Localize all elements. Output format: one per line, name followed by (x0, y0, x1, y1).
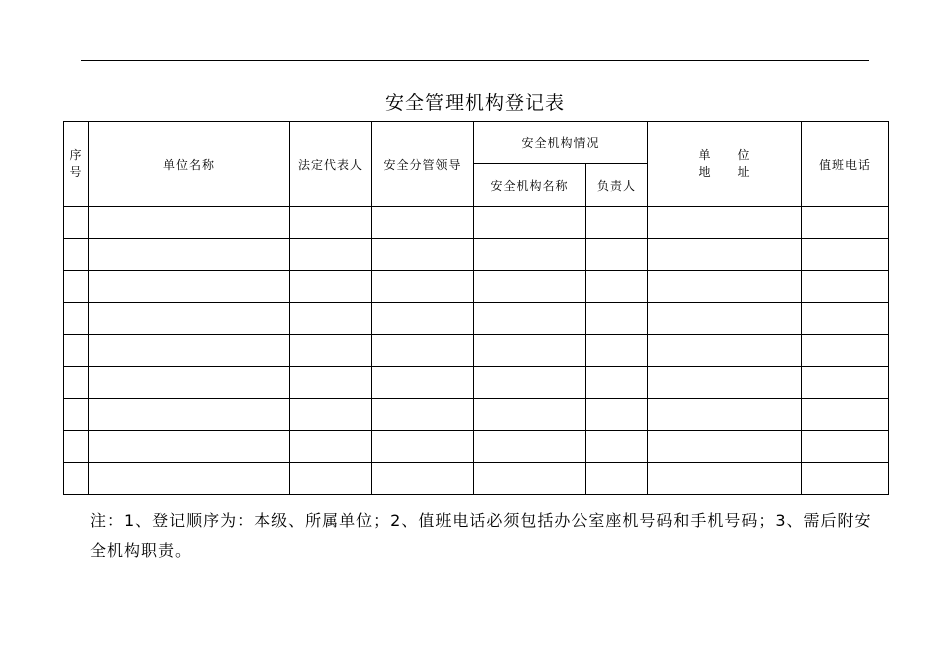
header-duty-phone: 值班电话 (802, 122, 889, 207)
table-cell[interactable] (802, 207, 889, 239)
table-cell[interactable] (648, 463, 802, 495)
table-cell[interactable] (474, 399, 586, 431)
table-cell[interactable] (586, 335, 648, 367)
table-cell[interactable] (64, 207, 89, 239)
table-cell[interactable] (64, 239, 89, 271)
table-row (64, 207, 889, 239)
table-cell[interactable] (586, 303, 648, 335)
table-cell[interactable] (802, 239, 889, 271)
table-cell[interactable] (290, 399, 372, 431)
table-cell[interactable] (64, 431, 89, 463)
table-cell[interactable] (372, 303, 474, 335)
table-cell[interactable] (474, 335, 586, 367)
table-cell[interactable] (648, 239, 802, 271)
table-cell[interactable] (474, 271, 586, 303)
footnote: 注：1、登记顺序为：本级、所属单位；2、值班电话必须包括办公室座机号码和手机号码；3、需后附安全机构职责。 (90, 511, 872, 560)
table-cell[interactable] (586, 399, 648, 431)
table-cell[interactable] (474, 207, 586, 239)
header-agency-head: 负责人 (586, 164, 648, 207)
header-address: 单 位 地 址 (648, 122, 802, 207)
table-cell[interactable] (586, 239, 648, 271)
table-cell[interactable] (372, 463, 474, 495)
table-cell[interactable] (372, 367, 474, 399)
table-cell[interactable] (648, 367, 802, 399)
table-cell[interactable] (372, 335, 474, 367)
table-cell[interactable] (89, 399, 290, 431)
table-cell[interactable] (648, 399, 802, 431)
table-cell[interactable] (64, 303, 89, 335)
table-cell[interactable] (802, 399, 889, 431)
header-unit-name: 单位名称 (89, 122, 290, 207)
table-cell[interactable] (474, 367, 586, 399)
table-cell[interactable] (474, 463, 586, 495)
table-cell[interactable] (372, 271, 474, 303)
table-cell[interactable] (89, 271, 290, 303)
table-row (64, 303, 889, 335)
table-cell[interactable] (89, 431, 290, 463)
table-cell[interactable] (89, 303, 290, 335)
table-cell[interactable] (802, 463, 889, 495)
table-cell[interactable] (89, 335, 290, 367)
table-cell[interactable] (89, 463, 290, 495)
table-row (64, 399, 889, 431)
table-cell[interactable] (648, 431, 802, 463)
table-cell[interactable] (290, 367, 372, 399)
table-cell[interactable] (802, 303, 889, 335)
table-cell[interactable] (648, 271, 802, 303)
table-row (64, 431, 889, 463)
table-cell[interactable] (64, 463, 89, 495)
header-agency-group: 安全机构情况 (474, 122, 648, 164)
table-cell[interactable] (290, 463, 372, 495)
table-cell[interactable] (290, 271, 372, 303)
table-cell[interactable] (372, 239, 474, 271)
table-row (64, 239, 889, 271)
table-cell[interactable] (89, 207, 290, 239)
table-cell[interactable] (802, 431, 889, 463)
table-cell[interactable] (64, 399, 89, 431)
table-cell[interactable] (64, 271, 89, 303)
table-row (64, 271, 889, 303)
table-cell[interactable] (586, 463, 648, 495)
table-cell[interactable] (64, 335, 89, 367)
table-cell[interactable] (290, 303, 372, 335)
table-cell[interactable] (474, 303, 586, 335)
table-cell[interactable] (290, 239, 372, 271)
table-cell[interactable] (648, 207, 802, 239)
table-row (64, 367, 889, 399)
table-cell[interactable] (648, 303, 802, 335)
table-cell[interactable] (586, 367, 648, 399)
header-legal-rep: 法定代表人 (290, 122, 372, 207)
table-body (64, 207, 889, 495)
table-cell[interactable] (89, 367, 290, 399)
header-safety-leader: 安全分管领导 (372, 122, 474, 207)
table-cell[interactable] (802, 271, 889, 303)
header-agency-name: 安全机构名称 (474, 164, 586, 207)
table-cell[interactable] (290, 431, 372, 463)
table-cell[interactable] (474, 239, 586, 271)
table-cell[interactable] (586, 271, 648, 303)
header-seq: 序 号 (64, 122, 89, 207)
document-title: 安全管理机构登记表 (384, 92, 565, 114)
table-cell[interactable] (64, 367, 89, 399)
header-rule (81, 60, 869, 61)
table-cell[interactable] (802, 335, 889, 367)
table-cell[interactable] (372, 431, 474, 463)
table-cell[interactable] (586, 207, 648, 239)
table-cell[interactable] (290, 335, 372, 367)
table-cell[interactable] (586, 431, 648, 463)
table-cell[interactable] (372, 399, 474, 431)
table-cell[interactable] (802, 367, 889, 399)
registration-table (63, 121, 889, 495)
table-row (64, 335, 889, 367)
table-cell[interactable] (648, 335, 802, 367)
table-row (64, 463, 889, 495)
table-cell[interactable] (474, 431, 586, 463)
table-cell[interactable] (372, 207, 474, 239)
table-cell[interactable] (290, 207, 372, 239)
table-cell[interactable] (89, 239, 290, 271)
